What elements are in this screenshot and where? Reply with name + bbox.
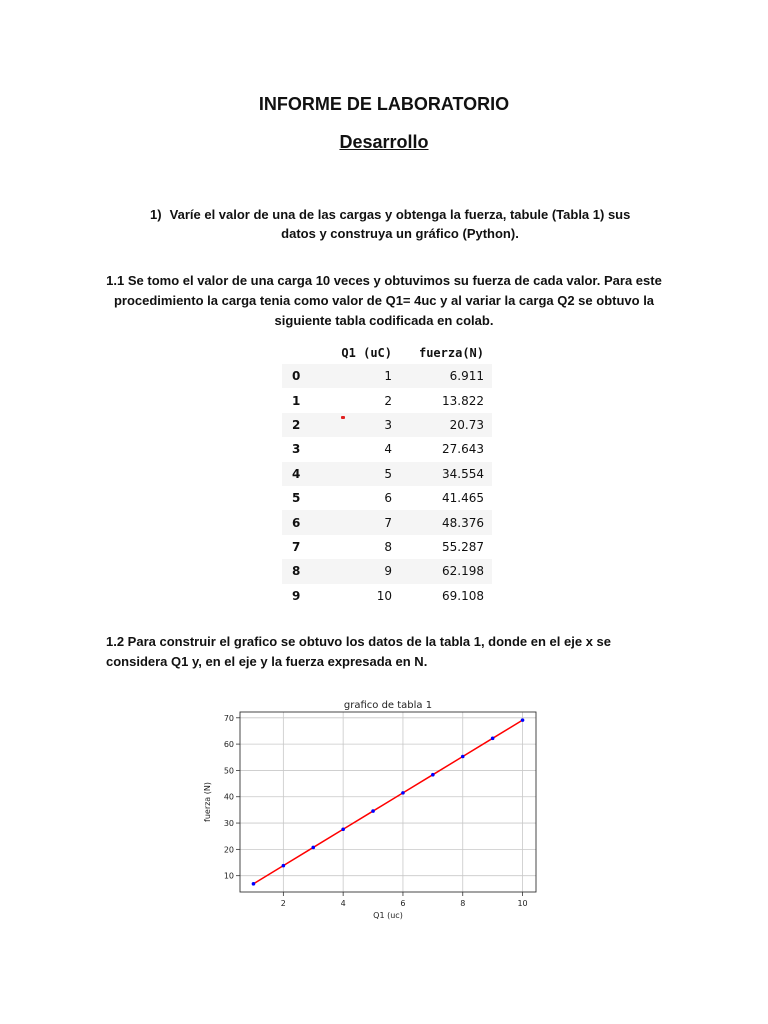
q1-cell: 7 (324, 510, 400, 534)
q1-cell: 8 (384, 539, 392, 554)
data-point (252, 882, 256, 886)
row-index: 3 (292, 442, 301, 457)
data-point (491, 737, 495, 741)
y-tick-label: 50 (223, 766, 234, 776)
index-header (282, 342, 324, 364)
q1-cell: 6 (384, 491, 392, 506)
row-index: 1 (292, 393, 301, 408)
table-row (282, 535, 492, 559)
row-index: 6 (282, 510, 324, 534)
table-row (282, 486, 492, 510)
q1-cell: 3 (324, 413, 400, 437)
table-row (282, 364, 492, 388)
fuerza-cell: 20.73 (400, 413, 492, 437)
data-table (282, 342, 492, 608)
chart (196, 696, 546, 926)
question-1 (140, 205, 660, 243)
fuerza-cell: 69.108 (442, 588, 484, 603)
table-row (282, 413, 492, 437)
data-point (341, 827, 345, 831)
table-row (282, 437, 492, 461)
row-index: 5 (292, 491, 301, 506)
row-index: 8 (282, 559, 324, 583)
y-tick-label: 30 (223, 819, 234, 829)
q1-cell: 9 (324, 559, 400, 583)
row-index: 9 (292, 588, 301, 603)
q1-cell: 5 (324, 462, 400, 486)
data-point (431, 773, 435, 777)
fuerza-header: fuerza(N) (418, 346, 484, 360)
q1-header: Q1 (uC) (341, 346, 392, 360)
fuerza-cell: 13.822 (442, 393, 484, 408)
chart-svg (196, 696, 546, 926)
x-tick-label: 2 (280, 899, 286, 908)
x-tick-label: 6 (400, 899, 406, 908)
table-row (282, 584, 492, 608)
data-point (461, 755, 465, 759)
table-row (282, 559, 492, 583)
document-title: INFORME DE LABORATORIO (258, 94, 510, 114)
fuerza-cell: 62.198 (400, 559, 492, 583)
x-tick-label: 8 (460, 899, 466, 908)
x-tick-label: 10 (517, 899, 528, 908)
question-number: 1) (150, 207, 162, 222)
data-point (401, 791, 405, 795)
y-tick-label: 40 (223, 792, 234, 802)
table-header-row (282, 342, 492, 364)
row-index: 7 (292, 539, 301, 554)
y-tick-label: 20 (223, 845, 234, 855)
q1-cell: 1 (324, 364, 400, 388)
fuerza-cell: 41.465 (442, 491, 484, 506)
series-line (253, 720, 522, 884)
section-heading: Desarrollo (339, 132, 429, 152)
data-point (311, 846, 315, 850)
fuerza-cell: 48.376 (400, 510, 492, 534)
y-tick-label: 10 (223, 871, 234, 881)
fuerza-cell: 6.911 (400, 364, 492, 388)
paragraph-1-1: 1.1 Se tomo el valor de una carga 10 veces y obtuvimos su fuerza de cada valor. Para este procedimiento la carga tenia como valor de Q1= 4uc y al variar la carga Q2 se obtuvo la siguiente tabla codificada en colab. (106, 273, 662, 328)
data-point (521, 718, 525, 722)
table-row (282, 388, 492, 412)
y-tick-label: 70 (223, 713, 234, 723)
y-axis-label: fuerza (N) (203, 782, 212, 822)
question-text: Varíe el valor de una de las cargas y obtenga la fuerza, tabule (Tabla 1) sus datos y construya un gráfico (Python). (169, 207, 631, 241)
data-point (282, 864, 286, 868)
table-row (282, 462, 492, 486)
fuerza-cell: 27.643 (442, 442, 484, 457)
q1-cell: 4 (384, 442, 392, 457)
paragraph-1-2: 1.2 Para construir el grafico se obtuvo los datos de la tabla 1, donde en el eje x se considera Q1 y, en el eje y la fuerza expresada en N. (106, 634, 612, 669)
q1-cell: 10 (376, 588, 392, 603)
x-axis-label: Q1 (uc) (373, 911, 403, 920)
table-row (282, 510, 492, 534)
q1-cell: 2 (384, 393, 392, 408)
x-tick-label: 4 (340, 899, 346, 908)
row-index: 4 (282, 462, 324, 486)
row-index: 0 (282, 364, 324, 388)
row-index: 2 (282, 413, 324, 437)
chart-title: grafico de tabla 1 (343, 700, 433, 711)
red-mark (341, 416, 345, 419)
data-point (371, 809, 375, 813)
fuerza-cell: 34.554 (400, 462, 492, 486)
fuerza-cell: 55.287 (442, 539, 484, 554)
y-tick-label: 60 (223, 740, 234, 750)
